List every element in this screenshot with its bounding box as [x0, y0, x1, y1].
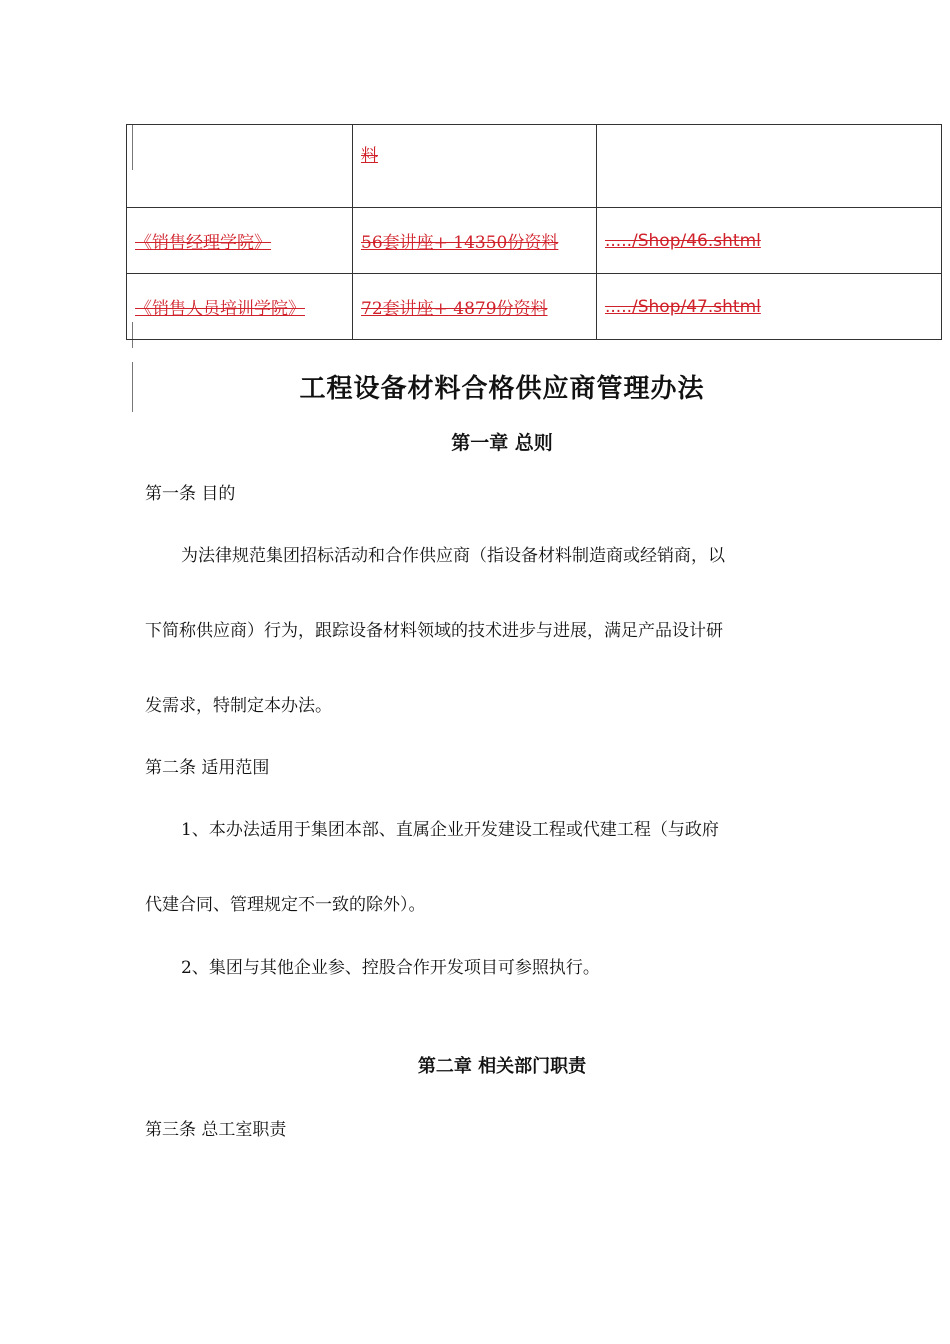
course-name: 《销售人员培训学院》 — [135, 299, 305, 319]
course-name: 《销售经理学院》 — [135, 233, 271, 253]
table-row — [127, 208, 942, 274]
table-cell — [597, 274, 942, 340]
table-cell — [353, 208, 597, 274]
paragraph-line: 1、本办法适用于集团本部、直属企业开发建设工程或代建工程（与政府 — [181, 820, 719, 840]
table-cell — [597, 125, 942, 208]
course-link[interactable]: ...../Shop/47.shtml — [605, 296, 761, 317]
table-cell — [127, 274, 353, 340]
table-cell — [353, 125, 597, 208]
table-row — [127, 274, 942, 340]
table-cell — [597, 208, 942, 274]
course-content: 72套讲座+ 4879份资料 — [361, 299, 548, 319]
article-heading: 第二条 适用范围 — [145, 758, 270, 778]
paragraph-line: 为法律规范集团招标活动和合作供应商（指设备材料制造商或经销商，以 — [181, 546, 725, 566]
table-row — [127, 125, 942, 208]
paragraph-line: 代建合同、管理规定不一致的除外）。 — [145, 895, 426, 915]
article-heading: 第三条 总工室职责 — [145, 1120, 287, 1140]
course-content: 56套讲座+ 14350份资料 — [361, 233, 559, 253]
paragraph-line: 下简称供应商）行为，跟踪设备材料领域的技术进步与进展，满足产品设计研 — [145, 621, 723, 641]
chapter-heading: 第一章 总则 — [451, 432, 553, 454]
resource-table — [126, 124, 942, 340]
paragraph-line: 2、集团与其他企业参、控股合作开发项目可参照执行。 — [181, 958, 600, 978]
table-cell — [127, 125, 353, 208]
deleted-text: 料 — [361, 146, 378, 166]
course-link[interactable]: ...../Shop/46.shtml — [605, 230, 761, 251]
paragraph-line: 发需求，特制定本办法。 — [145, 696, 332, 716]
document-title: 工程设备材料合格供应商管理办法 — [299, 374, 705, 404]
chapter-heading: 第二章 相关部门职责 — [417, 1056, 587, 1077]
table-cell — [353, 274, 597, 340]
article-heading: 第一条 目的 — [145, 484, 236, 504]
table-cell — [127, 208, 353, 274]
